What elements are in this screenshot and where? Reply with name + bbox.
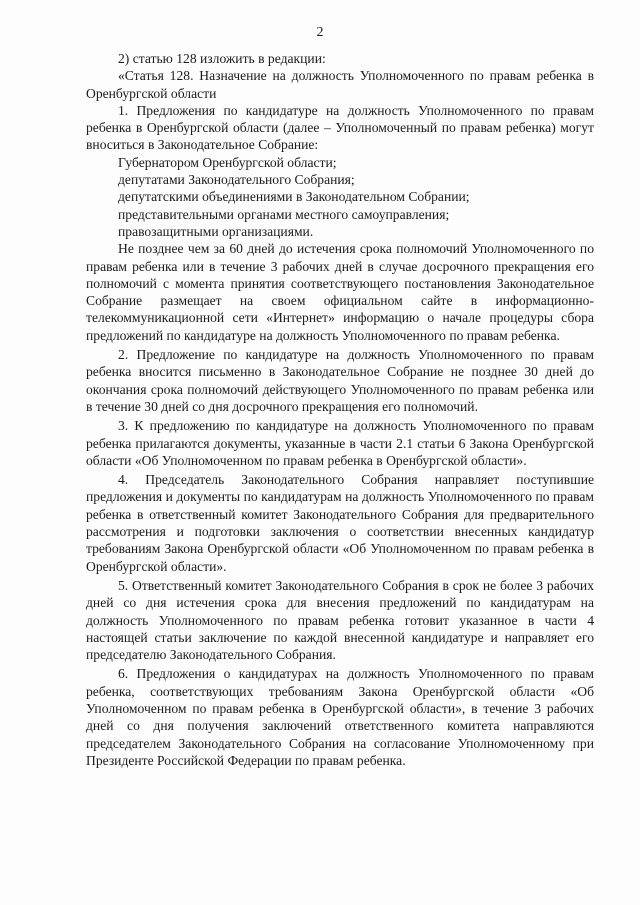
list-item-rights-organizations: правозащитными организациями. [118, 223, 314, 239]
paragraph-6: 6. Предложения о кандидатурах на должность Уполномоченного по правам ребенка, соответствующих требованиям Закона Оренбургской области «Об Уполномоченном по правам ребенка в Оренбургской области», в течение 3 рабочих дней со дня получения заключений ответственного комитета направляются председателем Законодательного Собрания на согласование Уполномоченному при Президенте Российской Федерации по правам ребенка. [86, 666, 594, 768]
page-number: 2 [316, 25, 324, 40]
list-item-deputy-associations: депутатскими объединениями в Законодательном Собрании; [118, 189, 470, 205]
article-heading: «Статья 128. Назначение на должность Уполномоченного по правам ребенка в Оренбургской области [86, 68, 594, 101]
paragraph-4: 4. Председатель Законодательного Собрания направляет поступившие предложения и документы по кандидатурам на должность Уполномоченного по правам ребенка в ответственный комитет Законодательного Собрания для предварительного рассмотрения и подготовки заключения о соответствии внесенных кандидатур требованиям Закона Оренбургской области «Об Уполномоченном по правам ребенка в Оренбургской области». [86, 472, 594, 574]
list-item-local-bodies: представительными органами местного самоуправления; [118, 206, 450, 222]
amendment-intro: 2) статью 128 изложить в редакции: [118, 51, 326, 66]
paragraph-deadline: Не позднее чем за 60 дней до истечения срока полномочий Уполномоченного по правам ребенка или в течение 3 рабочих дней в случае досрочного прекращения его полномочий с момента принятия соответствующего постановления Законодательное Собрание размещает на своем официальном сайте в информационно-телекоммуникационной сети «Интернет» информацию о начале процедуры сбора предложений по кандидатуре на должность Уполномоченного по правам ребенка. [86, 241, 594, 343]
paragraph-1: 1. Предложения по кандидатуре на должность Уполномоченного по правам ребенка в Оренбургской области (далее – Уполномоченный по правам ребенка) могут вноситься в Законодательное Собрание: [86, 102, 594, 153]
paragraph-5: 5. Ответственный комитет Законодательного Собрания в срок не более 3 рабочих дней со дня истечения срока для внесения предложений по кандидатурам на должность Уполномоченного по правам ребенка готовит указанное в части 4 настоящей статьи заключение по каждой внесенной кандидатуре и направляет его председателю Законодательного Собрания. [86, 577, 594, 663]
document-body [86, 50, 594, 769]
list-item-deputies: депутатами Законодательного Собрания; [118, 172, 355, 188]
paragraph-2: 2. Предложение по кандидатуре на должность Уполномоченного по правам ребенка вносится письменно в Законодательное Собрание не позднее 30 дней до окончания срока полномочий действующего Уполномоченного по правам ребенка или в течение 30 дней со дня досрочного прекращения его полномочий. [86, 347, 594, 414]
list-item-governor: Губернатором Оренбургской области; [118, 154, 337, 170]
paragraph-3: 3. К предложению по кандидатуре на должность Уполномоченного по правам ребенка прилагаются документы, указанные в части 2.1 статьи 6 Закона Оренбургской области «Об Уполномоченном по правам ребенка в Оренбургской области». [86, 418, 594, 468]
